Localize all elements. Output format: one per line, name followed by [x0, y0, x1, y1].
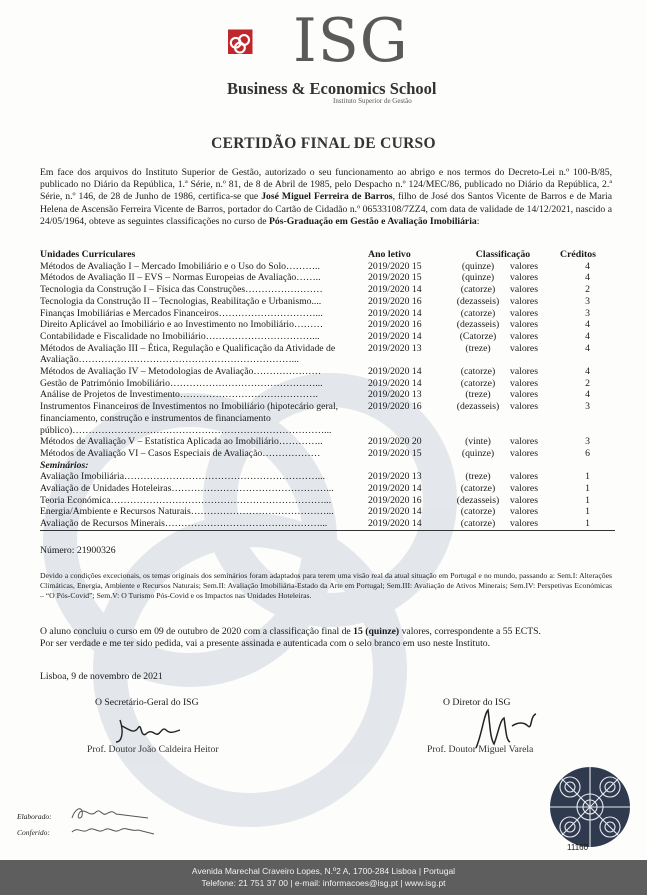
- seminars-heading-row: [40, 460, 615, 472]
- academic-year: 2019/2020 16: [368, 319, 422, 331]
- grade-words: (dezasseis): [456, 319, 500, 331]
- header-credits: Créditos: [560, 249, 596, 260]
- grade-unit: valores: [510, 366, 538, 378]
- document-number: 11160: [567, 843, 589, 852]
- academic-year: 2019/2020 13: [368, 471, 422, 483]
- director-role: O Diretor do ISG: [443, 697, 511, 708]
- conclusion-paragraph: [40, 626, 612, 650]
- credits: 4: [585, 330, 590, 342]
- credits: 4: [585, 389, 590, 401]
- academic-year: 2019/2020 13: [368, 389, 422, 401]
- school-name: Business & Economics School: [227, 79, 437, 98]
- conferido-label: Conferido:: [17, 828, 50, 837]
- table-row: [40, 308, 615, 320]
- credits: 1: [585, 506, 590, 518]
- page-title: CERTIDÃO FINAL DE CURSO: [211, 135, 436, 152]
- grade-unit: valores: [510, 518, 560, 530]
- header-units: Unidades Curriculares: [40, 249, 136, 260]
- academic-year: 2019/2020 14: [368, 366, 422, 378]
- unit-name: Tecnologia da Construção II – Tecnologias, Reabilitação e Urbanismo....: [40, 295, 322, 307]
- grade-unit: valores: [510, 319, 538, 331]
- table-row: [40, 436, 615, 448]
- conclusion-text-1: O aluno concluiu o curso em 09 de outubro de 2020 com a classificação final de: [40, 626, 354, 637]
- grade-unit: valores: [510, 260, 538, 272]
- grade-words: (catorze): [460, 284, 496, 296]
- institute-name: Instituto Superior de Gestão: [333, 97, 412, 105]
- unit-name: Métodos de Avaliação I – Mercado Imobiliário e o Uso do Solo………..: [40, 260, 320, 272]
- credits: 4: [585, 366, 590, 378]
- grade-unit: valores: [510, 330, 538, 342]
- academic-year: 2019/2020 15: [368, 260, 422, 272]
- grade-words: (vinte): [465, 436, 491, 448]
- place-date: Lisboa, 9 de novembro de 2021: [40, 671, 163, 682]
- page-footer: [0, 860, 647, 895]
- table-row: [40, 389, 615, 401]
- secretary-name: Prof. Doutor João Caldeira Heitor: [87, 744, 219, 755]
- credits: 6: [585, 447, 590, 459]
- grade-unit: valores: [510, 483, 538, 495]
- credits: 3: [585, 295, 590, 307]
- grade-unit: valores: [510, 494, 538, 506]
- table-row: [40, 343, 615, 366]
- grade-words: (quinze): [461, 272, 495, 284]
- credits: 4: [585, 272, 590, 284]
- credits: 1: [585, 483, 590, 495]
- intro-text-1: Em face dos arquivos do Instituto Superior de Gestão, autorizado o seu funcionamento ao abrigo e nos termos do Decreto-Lei n.º 100-B/85, publicado no Diário da República, 1.ª Série, n.º 81, de 8 de Abril de 1985, pelo Despacho n.º 124/MEC/86, publicado no Diário da República, 2.ª Série, n.º 146, de 28 de Junho de 1986, certifica-se que: [40, 167, 612, 203]
- academic-year: 2019/2020 20: [368, 436, 422, 448]
- unit-name: Finanças Imobiliárias e Mercados Financeiros…………………………...: [40, 307, 323, 319]
- grade-unit: valores: [510, 447, 538, 459]
- grade-words: (quinze): [461, 447, 495, 459]
- unit-name: Avaliação de Recursos Minerais…………………………………………...: [40, 518, 368, 530]
- credits: 2: [585, 377, 590, 389]
- unit-name: Contabilidade e Fiscalidade no Imobiliário……………………………...: [40, 330, 320, 342]
- credits: 3: [585, 307, 590, 319]
- conclusion-text-3: Por ser verdade e me ter sido pedida, vai a presente assinada e autenticada com o selo branco em uso neste Instituto.: [40, 638, 491, 650]
- isg-logo-emblem: [228, 12, 298, 82]
- unit-name: Métodos de Avaliação VI – Casos Especiais de Avaliação………………: [40, 447, 321, 459]
- academic-year: 2019/2020 14: [368, 518, 446, 530]
- table-row: [40, 378, 615, 390]
- academic-year: 2019/2020 14: [368, 284, 422, 296]
- unit-name: Tecnologia da Construção I – Física das Construções……………………: [40, 284, 323, 296]
- director-name: Prof. Doutor Miguel Varela: [427, 744, 534, 755]
- unit-name: Métodos de Avaliação III – Ética, Regulação e Qualificação da Atividade de Avaliação…………………………………………………………...: [40, 342, 336, 366]
- grades-table: [40, 249, 615, 531]
- header-classification: Classificação: [475, 249, 531, 260]
- grade-words: (quinze): [461, 260, 495, 272]
- credits: 1: [585, 494, 590, 506]
- unit-name: Avaliação Imobiliária……………………………………………………...: [40, 471, 326, 483]
- seminar-row: [40, 506, 615, 518]
- seal-hologram: [548, 765, 632, 849]
- academic-year: 2019/2020 13: [368, 342, 422, 354]
- numero: Número: 21900326: [40, 545, 116, 556]
- table-row: [40, 331, 615, 343]
- credits: 4: [585, 319, 590, 331]
- secretary-role: O Secretário-Geral do ISG: [95, 697, 199, 708]
- academic-year: 2019/2020 14: [368, 307, 422, 319]
- grade-unit: valores: [510, 272, 538, 284]
- elaborado-initials: [68, 802, 158, 822]
- academic-year: 2019/2020 14: [368, 506, 422, 518]
- elaborado-label: Elaborado:: [17, 812, 52, 821]
- grade-unit: valores: [510, 401, 538, 413]
- grade-words: (treze): [465, 471, 491, 483]
- footer-contact: Telefone: 21 751 37 00 | e-mail: informacoes@isg.pt | www.isg.pt: [201, 878, 446, 888]
- grade-unit: valores: [510, 295, 538, 307]
- credits: 3: [585, 436, 590, 448]
- seminar-row: [40, 495, 615, 507]
- final-grade: 15 (quinze): [353, 626, 400, 637]
- grade-words: (catorze): [460, 366, 496, 378]
- intro-text-2: , filho de José dos Santos Vicente de Barros e de Maria Helena de Ascensão Ferreira Vicente de Barros, portador do Cartão de Cidadão n.º 06533108/7ZZ4, com data de validade de 14/12/2021, nascido a 24/05/1964, obteve as seguintes classificações no curso de: [40, 191, 612, 227]
- academic-year: 2019/2020 15: [368, 272, 422, 284]
- credits: 1: [560, 518, 615, 530]
- unit-name: Métodos de Avaliação V – Estatística Aplicada ao Imobiliário…………..: [40, 436, 323, 448]
- grade-unit: valores: [510, 506, 538, 518]
- grade-unit: valores: [510, 471, 538, 483]
- conclusion-text-2: valores, correspondente a 55 ECTS.: [399, 626, 541, 637]
- unit-name: Direito Aplicável ao Imobiliário e ao Investimento no Imobiliário………: [40, 319, 324, 331]
- table-row: [40, 284, 615, 296]
- table-row: [40, 272, 615, 284]
- academic-year: 2019/2020 16: [368, 401, 422, 413]
- grade-unit: valores: [510, 436, 538, 448]
- grade-unit: valores: [510, 389, 538, 401]
- grade-words: (catorze): [460, 307, 496, 319]
- credits: 4: [585, 342, 590, 354]
- grade-unit: valores: [510, 342, 538, 354]
- conferido-initials: [68, 820, 158, 838]
- credits: 4: [585, 260, 590, 272]
- grade-words: (catorze): [446, 518, 510, 530]
- intro-text-3: :: [476, 215, 480, 227]
- grade-words: (treze): [465, 389, 491, 401]
- grade-words: (dezasseis): [456, 295, 500, 307]
- credits: 1: [585, 471, 590, 483]
- academic-year: 2019/2020 14: [368, 377, 422, 389]
- student-name: José Miguel Ferreira de Barros: [261, 191, 393, 203]
- grade-words: (catorze): [460, 377, 496, 389]
- intro-paragraph: [40, 167, 612, 228]
- credits: 3: [585, 401, 590, 413]
- secretary-signature: [110, 712, 185, 747]
- seminar-row: [40, 471, 615, 483]
- academic-year: 2019/2020 14: [368, 330, 422, 342]
- table-row: [40, 366, 615, 378]
- unit-name: Métodos de Avaliação II – EVS – Normas Europeias de Avaliação……..: [40, 272, 321, 284]
- grade-words: (treze): [465, 342, 491, 354]
- grade-unit: valores: [510, 307, 538, 319]
- table-row: [40, 261, 615, 273]
- course-name: Pós-Graduação em Gestão e Avaliação Imobiliária: [268, 215, 477, 227]
- footer-address: Avenida Marechal Craveiro Lopes, N.º2 A, 1700-284 Lisboa | Portugal: [191, 866, 456, 876]
- academic-year: 2019/2020 14: [368, 483, 422, 495]
- unit-name: Gestão de Património Imobiliário………………………………………...: [40, 377, 323, 389]
- grade-unit: valores: [510, 377, 538, 389]
- header-year: Ano letivo: [368, 249, 411, 260]
- unit-name: Energia/Ambiente e Recursos Naturais……………………………………...: [40, 506, 334, 518]
- table-row: [40, 401, 615, 436]
- unit-name: Análise de Projetos de Investimento…………………………………….: [40, 389, 318, 401]
- grade-words: (dezasseis): [456, 494, 500, 506]
- unit-name: Instrumentos Financeiros de Investimentos no Imobiliário (hipotecário geral, financiamento, construção e instrumentos de financiamento público)……………………………………………………………………...: [40, 401, 339, 436]
- seminar-row: [40, 518, 615, 530]
- academic-year: 2019/2020 16: [368, 494, 422, 506]
- academic-year: 2019/2020 16: [368, 295, 422, 307]
- seminars-note: Devido a condições excecionais, os temas originais dos seminários foram adaptados para terem uma visão real da atual situação em Portugal e no mundo, passando a: Sem.I: Alterações Climáticas, Energia, Ambiente e Recursos Naturais; Sem.II: Avaliação Imobiliária-Estado da Arte em Portugal; Sem.III: Avaliação de Ativos Minerais; Sem.IV: Perspetivas Económicas – “O Pós-Covid”; Sem.V: O Turismo Pós-Covid e os Impactos nas Unidades Hoteleiras.: [40, 571, 612, 600]
- unit-name: Métodos de Avaliação IV – Metodologias de Avaliação…………………: [40, 366, 322, 378]
- table-header-row: [40, 249, 615, 261]
- unit-name: Teoria Económica…………………………………………………………...: [40, 494, 331, 506]
- unit-name: Avaliação de Unidades Hoteleiras…………………………………………...: [40, 483, 334, 495]
- table-row: [40, 448, 615, 460]
- grade-unit: valores: [510, 284, 538, 296]
- grade-words: (catorze): [460, 483, 496, 495]
- isg-logo-text: ISG: [293, 6, 409, 76]
- academic-year: 2019/2020 15: [368, 447, 422, 459]
- grade-words: (catorze): [460, 506, 496, 518]
- grade-words: (Catorze): [459, 330, 497, 342]
- table-row: [40, 319, 615, 331]
- course-rows: [40, 261, 615, 531]
- grade-words: (dezasseis): [456, 401, 500, 413]
- table-row: [40, 296, 615, 308]
- credits: 2: [585, 284, 590, 296]
- seminars-heading: Seminários:: [40, 459, 89, 471]
- seminar-row: [40, 483, 615, 495]
